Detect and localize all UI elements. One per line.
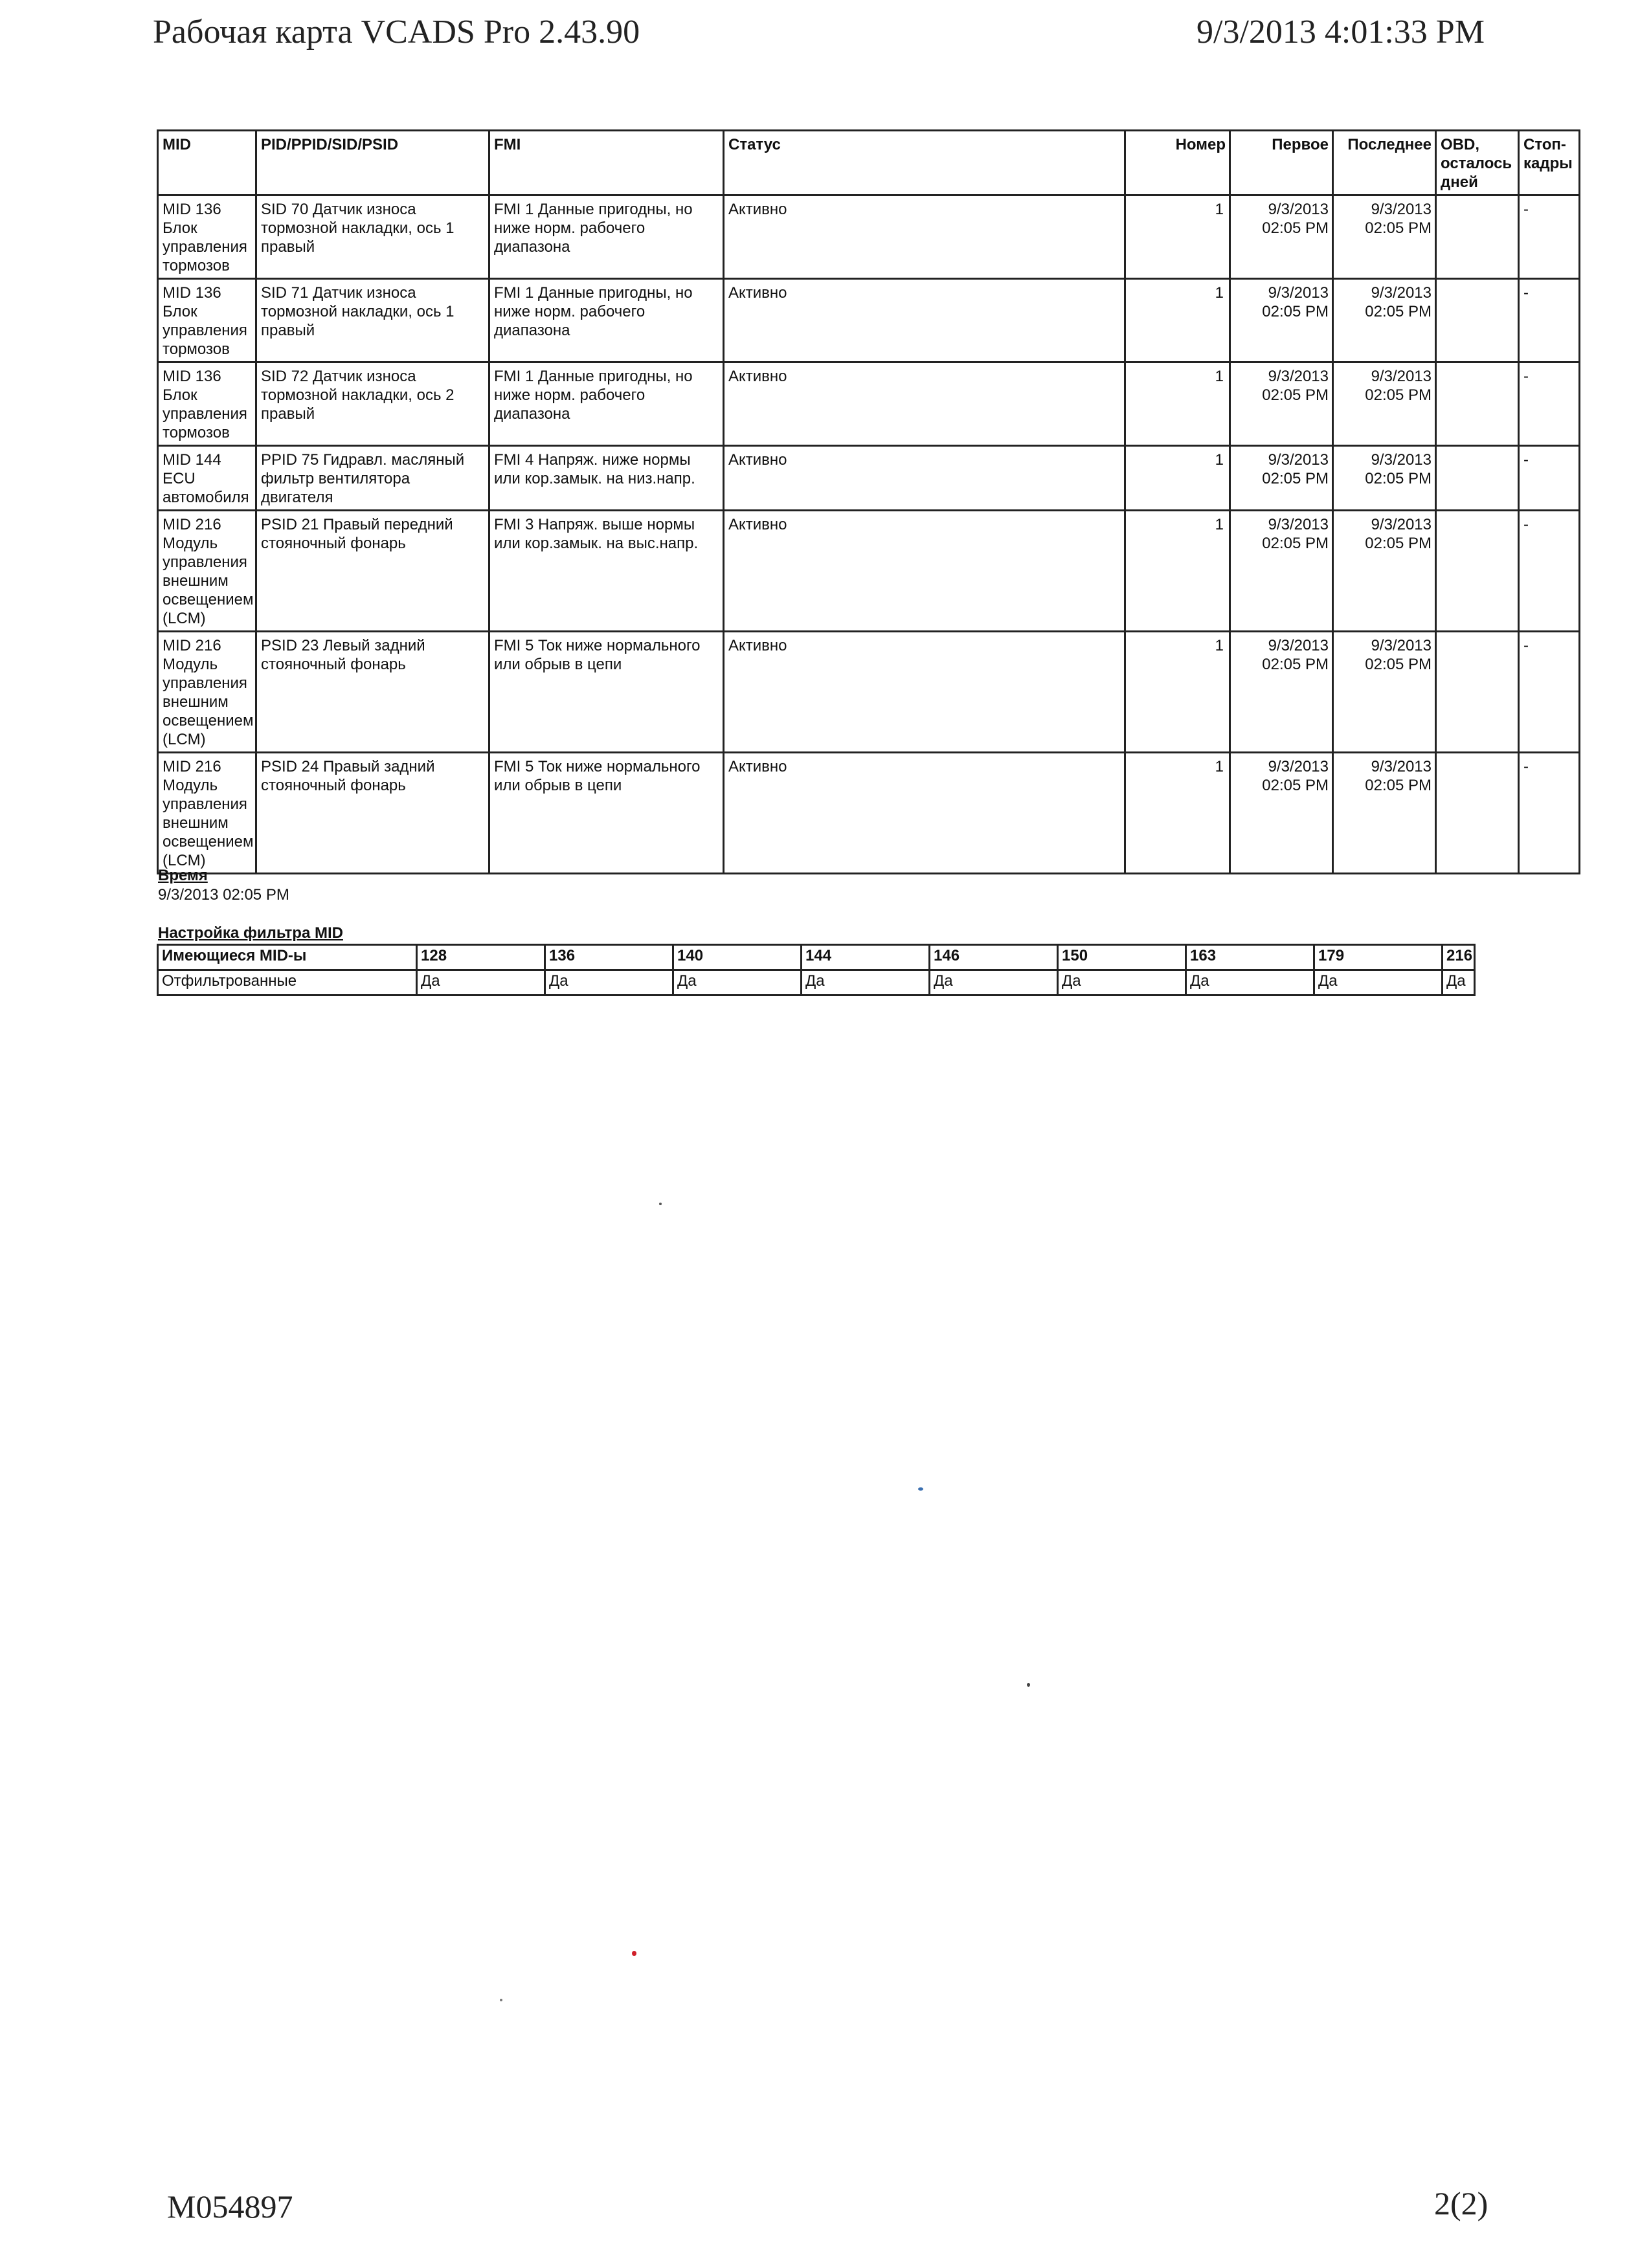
filtered-value: Да xyxy=(1443,970,1475,995)
mid-cell: MID 216 Модуль управления внешним освещением (LCM) xyxy=(158,511,256,632)
available-mids-row xyxy=(158,945,1475,970)
mid-value: 140 xyxy=(673,945,802,970)
status-cell: Активно xyxy=(724,446,1125,511)
mid-filter-table xyxy=(157,944,1476,996)
mid-cell: MID 136 Блок управления тормозов xyxy=(158,279,256,362)
status-cell: Активно xyxy=(724,195,1125,279)
column-header: Стоп-кадры xyxy=(1519,131,1580,195)
mid-value: 136 xyxy=(545,945,673,970)
page-number: 2(2) xyxy=(1434,2185,1488,2221)
obd-cell xyxy=(1436,279,1519,362)
mid-value: 144 xyxy=(802,945,930,970)
fmi-cell: FMI 1 Данные пригодны, но ниже норм. рабочего диапазона xyxy=(489,195,724,279)
fault-table-header xyxy=(158,131,1580,195)
column-header: MID xyxy=(158,131,256,195)
table-row xyxy=(158,632,1580,753)
filtered-value: Да xyxy=(545,970,673,995)
column-header: Статус xyxy=(724,131,1125,195)
pid-cell: PSID 24 Правый задний стояночный фонарь xyxy=(256,753,489,874)
count-cell: 1 xyxy=(1125,446,1230,511)
obd-cell xyxy=(1436,753,1519,874)
status-cell: Активно xyxy=(724,511,1125,632)
first-cell: 9/3/2013 02:05 PM xyxy=(1230,279,1333,362)
column-header: Номер xyxy=(1125,131,1230,195)
freeze-frame-cell: - xyxy=(1519,195,1580,279)
scan-speck xyxy=(632,1951,636,1956)
pid-cell: SID 72 Датчик износа тормозной накладки, ось 2 правый xyxy=(256,362,489,446)
column-header: Первое xyxy=(1230,131,1333,195)
table-row xyxy=(158,362,1580,446)
filtered-row xyxy=(158,970,1475,995)
freeze-frame-cell: - xyxy=(1519,753,1580,874)
mid-value: 163 xyxy=(1186,945,1314,970)
obd-cell xyxy=(1436,195,1519,279)
last-cell: 9/3/2013 02:05 PM xyxy=(1333,753,1436,874)
table-row xyxy=(158,511,1580,632)
mid-value: 216 xyxy=(1443,945,1475,970)
first-cell: 9/3/2013 02:05 PM xyxy=(1230,446,1333,511)
scan-speck xyxy=(918,1487,923,1491)
freeze-frame-cell: - xyxy=(1519,632,1580,753)
filtered-value: Да xyxy=(930,970,1058,995)
mid-value: 179 xyxy=(1314,945,1443,970)
mid-value: 146 xyxy=(930,945,1058,970)
freeze-frame-cell: - xyxy=(1519,511,1580,632)
fmi-cell: FMI 1 Данные пригодны, но ниже норм. рабочего диапазона xyxy=(489,279,724,362)
count-cell: 1 xyxy=(1125,279,1230,362)
filtered-label: Отфильтрованные xyxy=(158,970,417,995)
column-header: OBD, осталось дней xyxy=(1436,131,1519,195)
status-cell: Активно xyxy=(724,632,1125,753)
last-cell: 9/3/2013 02:05 PM xyxy=(1333,195,1436,279)
fmi-cell: FMI 5 Ток ниже нормального или обрыв в цепи xyxy=(489,632,724,753)
column-header: PID/PPID/SID/PSID xyxy=(256,131,489,195)
filtered-value: Да xyxy=(802,970,930,995)
column-header: FMI xyxy=(489,131,724,195)
status-cell: Активно xyxy=(724,753,1125,874)
filtered-value: Да xyxy=(1058,970,1186,995)
pid-cell: PPID 75 Гидравл. масляный фильтр вентилятора двигателя xyxy=(256,446,489,511)
last-cell: 9/3/2013 02:05 PM xyxy=(1333,446,1436,511)
pid-cell: SID 71 Датчик износа тормозной накладки, ось 1 правый xyxy=(256,279,489,362)
pid-cell: PSID 23 Левый задний стояночный фонарь xyxy=(256,632,489,753)
count-cell: 1 xyxy=(1125,195,1230,279)
filtered-value: Да xyxy=(1314,970,1443,995)
scan-speck xyxy=(1027,1683,1030,1687)
status-cell: Активно xyxy=(724,279,1125,362)
mid-value: 128 xyxy=(417,945,545,970)
filtered-value: Да xyxy=(417,970,545,995)
count-cell: 1 xyxy=(1125,753,1230,874)
last-cell: 9/3/2013 02:05 PM xyxy=(1333,362,1436,446)
mid-cell: MID 136 Блок управления тормозов xyxy=(158,362,256,446)
time-heading: Время xyxy=(158,867,208,884)
fault-table xyxy=(157,129,1580,874)
count-cell: 1 xyxy=(1125,632,1230,753)
mid-cell: MID 216 Модуль управления внешним освещением (LCM) xyxy=(158,753,256,874)
table-row xyxy=(158,446,1580,511)
first-cell: 9/3/2013 02:05 PM xyxy=(1230,195,1333,279)
mid-filter-heading: Настройка фильтра MID xyxy=(158,924,343,942)
table-row xyxy=(158,195,1580,279)
count-cell: 1 xyxy=(1125,511,1230,632)
pid-cell: SID 70 Датчик износа тормозной накладки, ось 1 правый xyxy=(256,195,489,279)
obd-cell xyxy=(1436,446,1519,511)
filtered-value: Да xyxy=(1186,970,1314,995)
document-datetime: 9/3/2013 4:01:33 PM xyxy=(1196,14,1485,50)
fmi-cell: FMI 3 Напряж. выше нормы или кор.замык. на выс.напр. xyxy=(489,511,724,632)
mid-value: 150 xyxy=(1058,945,1186,970)
fmi-cell: FMI 4 Напряж. ниже нормы или кор.замык. на низ.напр. xyxy=(489,446,724,511)
last-cell: 9/3/2013 02:05 PM xyxy=(1333,279,1436,362)
obd-cell xyxy=(1436,511,1519,632)
scan-speck xyxy=(500,1999,502,2001)
mid-filter-section xyxy=(158,924,1476,996)
first-cell: 9/3/2013 02:05 PM xyxy=(1230,632,1333,753)
freeze-frame-cell: - xyxy=(1519,279,1580,362)
filtered-value: Да xyxy=(673,970,802,995)
status-cell: Активно xyxy=(724,362,1125,446)
mid-cell: MID 144 ECU автомобиля xyxy=(158,446,256,511)
fmi-cell: FMI 5 Ток ниже нормального или обрыв в цепи xyxy=(489,753,724,874)
obd-cell xyxy=(1436,362,1519,446)
first-cell: 9/3/2013 02:05 PM xyxy=(1230,362,1333,446)
last-cell: 9/3/2013 02:05 PM xyxy=(1333,511,1436,632)
table-row xyxy=(158,279,1580,362)
mid-cell: MID 216 Модуль управления внешним освещением (LCM) xyxy=(158,632,256,753)
last-cell: 9/3/2013 02:05 PM xyxy=(1333,632,1436,753)
fmi-cell: FMI 1 Данные пригодны, но ниже норм. рабочего диапазона xyxy=(489,362,724,446)
time-value: 9/3/2013 02:05 PM xyxy=(158,886,289,904)
time-section xyxy=(158,866,289,905)
column-header: Последнее xyxy=(1333,131,1436,195)
scan-speck xyxy=(659,1203,662,1205)
freeze-frame-cell: - xyxy=(1519,362,1580,446)
pid-cell: PSID 21 Правый передний стояночный фонарь xyxy=(256,511,489,632)
first-cell: 9/3/2013 02:05 PM xyxy=(1230,511,1333,632)
document-title: Рабочая карта VCADS Pro 2.43.90 xyxy=(153,14,640,50)
first-cell: 9/3/2013 02:05 PM xyxy=(1230,753,1333,874)
available-mids-label: Имеющиеся MID-ы xyxy=(158,945,417,970)
mid-cell: MID 136 Блок управления тормозов xyxy=(158,195,256,279)
freeze-frame-cell: - xyxy=(1519,446,1580,511)
document-code: M054897 xyxy=(167,2188,293,2225)
count-cell: 1 xyxy=(1125,362,1230,446)
table-row xyxy=(158,753,1580,874)
obd-cell xyxy=(1436,632,1519,753)
